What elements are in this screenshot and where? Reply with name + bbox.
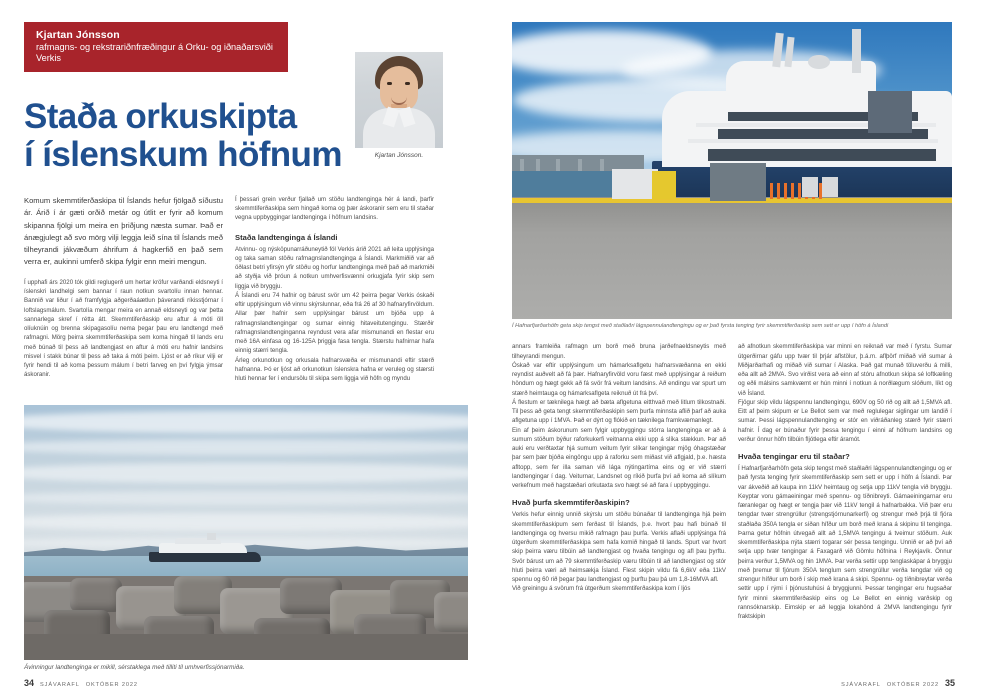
ship-panel — [868, 91, 912, 133]
ship-window-band — [708, 149, 936, 161]
paragraph: Árleg orkunotkun og orkusala hafnarsvæða er mismunandi eftir stærð hafnanna. Þó er ljóst að orkunotkun íslenskra hafna er veruleg og stærsti hluti hennar fer í endursölu til skipa sem liggja við höfn og myndu — [235, 356, 434, 383]
bollard — [802, 177, 818, 197]
ship-deck-line — [688, 139, 938, 143]
page-number: 34 — [24, 678, 35, 688]
right-page-footer — [841, 678, 955, 688]
magazine-name: SJÁVARAFL — [841, 682, 881, 688]
paragraph: Verkis hefur einnig unnið skýrslu um stöðu búnaðar til landtenginga hjá þeim skemmtiferðaskipum sem ferðast til Íslands, þ.e. hvort þau hafi búnað til landtenginga og hversu mikið rafmagn þau þurfa. Verkis aflaði upplýsinga frá útgerðum skemmtiferðaskipa sem hafa komið hingað til lands. Spurt var hvort skip þeirra væru tilbúin að landtengjast og hvaða tengingu og afl þau þyrftu. Svör bárust um að 79 skemmtiferðaskip væru tilbúin til að landtengjast og stór hluti þeirra væri að heimsækja Ísland. Flest skipin vildu fá 6,6kV eða 11kV spennu og 60 rið þegar þau landtengjast og þurftu þau þá um 1,8-16MVA afl. — [512, 511, 726, 584]
portrait-eye-right — [405, 82, 410, 85]
cruise-ship — [149, 536, 261, 562]
ship-radome — [808, 55, 830, 69]
right-page — [490, 0, 981, 693]
page-number: 35 — [944, 678, 955, 688]
left-column-2 — [235, 195, 434, 384]
headline-line-2: í íslenskum höfnum — [24, 134, 342, 174]
right-column-1 — [512, 342, 726, 621]
yellow-container — [652, 171, 676, 199]
paragraph: Í upphafi árs 2020 tók gildi reglugerð um hertar kröfur varðandi eldsneyti í íslenskri landhelgi sem bannar í raun notkun svartolíu innan hennar. Bannið var liður í að framfylgja aðgerðaáætlun þáverandi ríkisstjórnar í loftslagsmálum. Svartolía mengar meira en annað eldsneyti og var þetta sannarlega skref í rétta átt. Skemmtiferðaskip eru aftur á móti öll olíuknúin og brenna skipagasolíu nema þegar þau eru landtengd með rafmagni. Mörg þeirra skemmtiferðaskipa sem koma hingað til lands eru með búnað til þess að landtengjast en aftur á móti eru hafnir landsins misvel í stakk búnar til þess að taka á móti þeim. Ljóst er að ríkur vilji er fyrir hendi til að koma þessum málum í betri farveg en því fylgja ýmsar áskoranir. — [24, 278, 223, 379]
gravel-strip — [24, 634, 468, 660]
right-column-2 — [738, 342, 952, 621]
ship-funnel — [207, 533, 216, 540]
paragraph: Á flestum er tæknilega hægt að bæta aflgetuna eitthvað með litlum tilkostnaði. Til þess að geta tengt skemmtiferðaskipin sem þurfa minnsta aflið þarf að auka aflgetuna upp í 1MVA. Það er dýrt og flókið en tæknilega framkvæmanlegt. — [512, 398, 726, 425]
section-heading: Hvaða tengingar eru til staðar? — [738, 452, 850, 462]
paragraph: Í þessari grein verður fjallað um stöðu landtenginga hér á landi, þarfir skemmtiferðaskipa sem hingað koma og þær áskoranir sem eru til staðar vegna uppbyggingar landtenginga í höfnum landsins. — [235, 195, 434, 222]
author-role: rafmagns- og rekstrariðnfræðingur á Orku- og iðnaðarsviði Verkis — [36, 42, 273, 64]
left-text-columns — [24, 195, 468, 384]
paragraph: Í Hafnarfjarðarhöfn geta skip tengst með staðlaðri lágspennulandtengingu og er það fyrsta tenging fyrir skemmtiferðaskip sem sett er upp í höfn á Íslandi. Þar var ákveðið að kaupa inn 11kV heimtaug og setja upp 11kV tengla við bryggju. Keyptar voru gámaeiningar með spennu- og tíðnibreyti. Gámaeiningarnar eru færanlegar og hægt er tengja þær við 11kV tengil á hafnarbakka. Við þær eru tengdar tvær strengrúllur (strengstjórnunarkerfi) og strengur með þrjá til fjóra staðlaða 350A tengla er síðan hífður um borð með krana á skipinu til tenginga. Þarna getur höfnin útvegað allt að 1,5MVA tengingu á tveimur stöðum. Auk skemmtiferðaskipa nýta stærri togarar sér þessa tengingu. Unnið er að því að setja upp tvær tengingar á Faxagarð við Gömlu höfnina í Reykjavík. Önnur þeirra verður 1,5MVA og hin 1MVA. Þar verða settir upp tenglaskápar á bryggju með þremur til fjórum 350A tenglum sem strengrúllur verða tengdar við og strengur hífður um borð í skip með krana á skipi. Spennu- og tíðnibreytar verða settir upp í rými í þjónustuhúsi á bryggjunni. Þessar tengingar eru hugsaðar fyrir minni skemmtiferðaskip eins og Le Bellot en einnig varðskip og rannsóknarskip. Eimskip er að leggja lokahönd á 2MVA landtengingu fyrir fraktskipin — [738, 465, 952, 621]
magazine-name: SJÁVARAFL — [40, 682, 80, 688]
section-heading: Hvað þurfa skemmtiferðaskipin? — [512, 498, 630, 508]
cloud — [24, 513, 468, 531]
shore-photo — [24, 405, 468, 660]
grey-container — [710, 163, 766, 201]
portrait-eye-left — [387, 82, 392, 85]
paragraph: Óskað var eftir upplýsingum um hámarksaflgetu hafnarsvæðanna en ekki reyndist auðvelt að fá þær. Hafnaryfirvöld voru fæst með upplýsingar á reiðum höndum og hægt gekk að fá svör frá veitum landsins. Að endingu var spurt um stærð heimtauga og hámarksaflgeta reiknuð út frá því. — [512, 361, 726, 397]
author-name: Kjartan Jónsson — [36, 29, 120, 41]
right-text-columns — [512, 342, 955, 621]
rock — [434, 592, 468, 632]
left-page-footer — [24, 678, 138, 688]
ship-superstructure — [159, 543, 247, 553]
ship-hull — [149, 552, 261, 562]
paragraph: Á Íslandi eru 74 hafnir og bárust svör um 42 þeirra þegar Verkis óskaði eftir upplýsingum við vinnu skýrslunnar, eða frá 26 af 30 hafnaryfirvöldum. Allar þær hafnir sem upplýsingar bárust um bjóða upp á rafmagnslandtengingar og sumar einnig hitaveitutengingu. Stærðir rafmagnslandtenginganna reyndust vera afar mismunandi en flestar eru með 16A einfasa og 16-125A þriggja fasa tengla. Stærstu hafnirnar hafa einnig stærri tengla. — [235, 291, 434, 355]
rock — [70, 578, 122, 612]
left-page — [0, 0, 490, 693]
harbour-ship-photo — [512, 22, 952, 319]
cloud — [24, 439, 468, 455]
cloud — [24, 411, 468, 433]
paragraph: að afnotkun skemmtiferðaskipa var minni en reiknað var með í fyrstu. Sumar útgerðirnar gáfu upp tvær til þrjár aflstölur, þ.á.m. aflþörf miðað við sumar á Miðjarðarhafi og miðað við sumar í Alaska. Það gat munað töluverðu á milli, eða allt að 2MVA. Svo virðist vera að einn af stóru afnotkun skipa sé loftkæling og eðli málsins samkvæmt er hún minni í notkun á norðlægum slóðum, líkt og við Ísland. — [738, 343, 952, 397]
portrait-caption: Kjartan Jónsson. — [374, 152, 424, 159]
page-title — [24, 98, 354, 173]
ship-photo-caption: Í Hafnarfjarðarhöfn geta skip tengst með staðlaðri lágspennulandtengingu og er það fyrsta tenging fyrir skemmtiferðaskip sem sett er upp í höfn á Íslandi — [512, 323, 889, 329]
headline-line-1: Staða orkuskipta — [24, 97, 297, 137]
shore-photo-caption: Ávinningur landtenginga er mikill, sérstaklega með tilliti til umhverfissjónarmiða. — [24, 664, 245, 671]
quay — [512, 197, 952, 319]
paragraph: Ein af þeim áskorunum sem fylgir uppbyggingu stórra langtenginga er að á sumum stöðum býður raforkukerfi veitnanna ekki upp á slíka stækkun. Þar að auki eru verðtaxtar hjá sumum veitum fyrir slíkar tengingar mjög óhagstæðar þar sem þær bjóða eingöngu upp á raforku sem miðast við aflgjald, þ.e. hæsta afltopp, sem fer illa saman við lága nýtingartíma eins og er við stærri landtengingar í dag. Veiturnar, Landsnet og ríkið þurfa því að koma að slíkum verkefnum með hagstæðari orkutaxta svo hægt sé að fara í uppbyggingu. — [512, 426, 726, 490]
author-portrait-block — [355, 52, 443, 159]
magazine-issue: OKTÓBER 2022 — [886, 682, 939, 688]
bollard — [822, 177, 838, 197]
left-column-1 — [24, 195, 223, 384]
ship-mast — [852, 29, 861, 73]
paragraph: Við greiningu á svörum frá útgerðum skemmtiferðaskipa kom í ljós — [512, 585, 691, 593]
section-heading: Staða landtenginga á Íslandi — [235, 232, 338, 242]
cloud — [24, 491, 468, 505]
magazine-issue: OKTÓBER 2022 — [85, 682, 138, 688]
cloud — [24, 463, 468, 483]
paragraph: annars framleiða rafmagn um borð með bruna jarðefnaeldsneytis með tilheyrandi mengun. — [512, 343, 726, 360]
author-byline-bar — [24, 22, 288, 72]
avatar — [355, 52, 443, 148]
lead-paragraph: Komum skemmtiferðaskipa til Íslands hefur fjölgað síðustu ár. Árið í ár gæti orðið metár og útlit er fyrir að komum skipanna fjölgi um meira en þriðjung næsta sumar. Það er ánægjulegt að svo mörg vilji leggja leið sína til Íslands með tilheyrandi jákvæðum áhrifum á hagkerfið en það sem verra er, aukinni umferð skipa fylgir enn meiri mengun. — [24, 195, 223, 267]
paragraph: Atvinnu- og nýsköpunarráðuneytið fól Verkis árið 2021 að leita upplýsinga og taka saman stöðu rafmagnslandtenginga á Íslandi. Markmiðið var að öðlast betri yfirsýn yfir stöðu og horfur landtenginga með það að markmiði að styðja við þróun á notkun umhverfisvænni orkugjafa fyrir skip sem liggja við bryggju. — [235, 245, 434, 290]
paragraph: Fjögur skip vildu lágspennu landtengingu, 690V og 50 rið og allt að 1,5MVA afl. Eitt af þeim skipum er Le Bellot sem var með reglulegar siglingar um landið í sumar. Þessi lágspennulandtenging er stór en viðráðanleg stærð fyrir stærri hafnir. Í dag er búnaður fyrir þessa tengingu í einni af höfnum landsins og verður önnur höfn tilbúin fljótlega eftir áramót. — [738, 398, 952, 443]
rocky-shore — [24, 576, 468, 660]
